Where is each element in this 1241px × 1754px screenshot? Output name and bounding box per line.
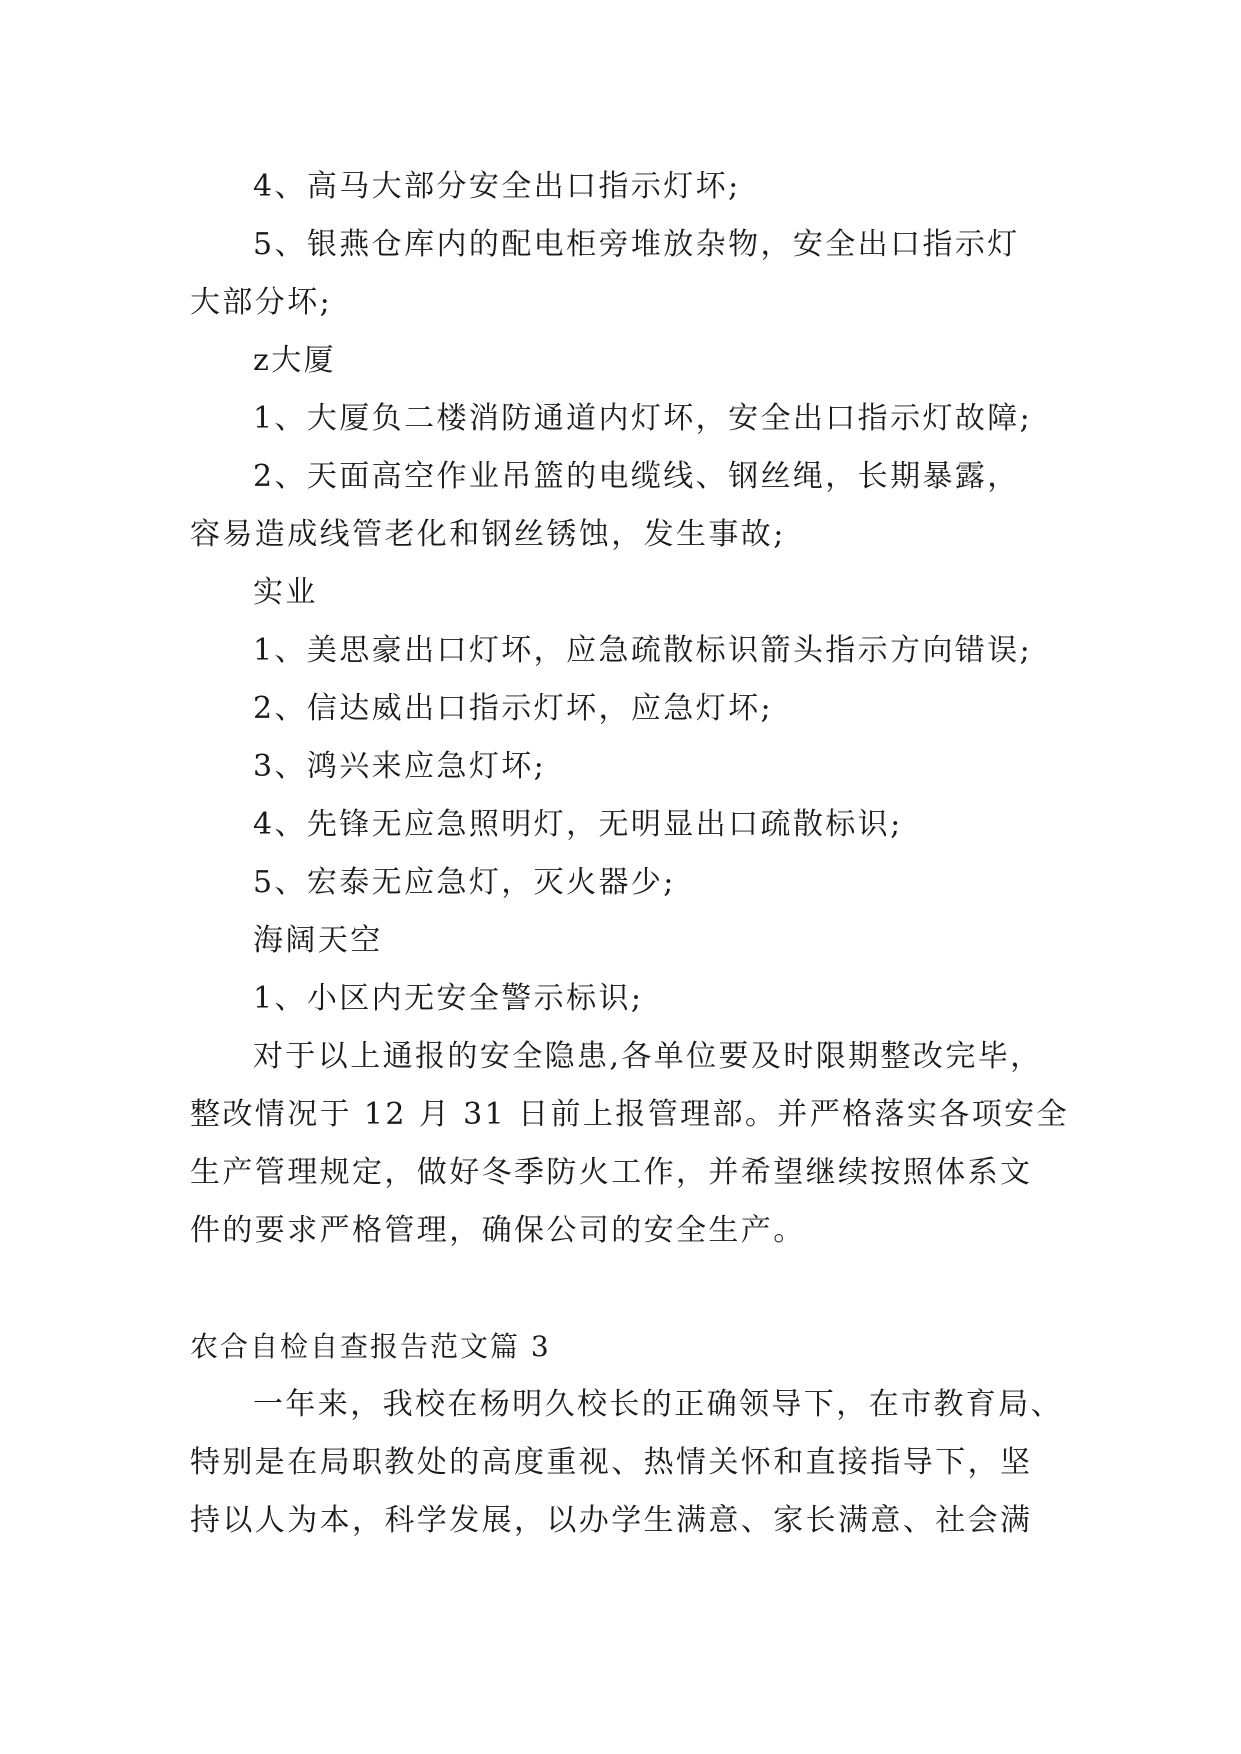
text-line: 3、鸿兴来应急灯坏; [253, 749, 547, 784]
subheading-line: 实业 [253, 575, 318, 610]
text-line: 2、信达威出口指示灯坏，应急灯坏; [253, 691, 773, 726]
text-line: 1、小区内无安全警示标识; [253, 981, 644, 1016]
text-line: 2、天面高空作业吊篮的电缆线、钢丝绳，长期暴露， [253, 459, 1020, 494]
paragraph-gap [190, 1260, 1050, 1318]
subheading-line: 海阔天空 [253, 923, 383, 958]
text-line: 4、先锋无应急照明灯，无明显出口疏散标识; [253, 807, 903, 842]
text-line: 1、美思豪出口灯坏，应急疏散标识箭头指示方向错误; [253, 633, 1033, 668]
text-line: 4、高马大部分安全出口指示灯坏; [253, 169, 741, 204]
text-line: 大部分坏; [190, 285, 333, 320]
document-body [190, 158, 1069, 1550]
text-line: 容易造成线管老化和钢丝锈蚀，发生事故; [190, 517, 786, 552]
text-line: 1、大厦负二楼消防通道内灯坏，安全出口指示灯故障; [253, 401, 1033, 436]
text-line: 5、宏泰无应急灯，灭火器少; [253, 865, 676, 900]
text-line: 生产管理规定，做好冬季防火工作，并希望继续按照体系文 [190, 1155, 1033, 1190]
text-line: 5、银燕仓库内的配电柜旁堆放杂物，安全出口指示灯 [253, 227, 1020, 262]
text-line: 特别是在局职教处的高度重视、热情关怀和直接指导下，坚 [190, 1445, 1033, 1480]
subheading-line: z大厦 [253, 343, 337, 378]
text-line: 整改情况于 12 月 31 日前上报管理部。并严格落实各项安全 [190, 1097, 1069, 1132]
section-title: 农合自检自查报告范文篇 3 [190, 1330, 551, 1363]
text-line: 对于以上通报的安全隐患,各单位要及时限期整改完毕， [253, 1039, 1043, 1074]
text-line: 持以人为本，科学发展，以办学生满意、家长满意、社会满 [190, 1503, 1033, 1538]
text-line: 一年来，我校在杨明久校长的正确领导下，在市教育局、 [253, 1387, 1063, 1422]
text-line: 件的要求严格管理，确保公司的安全生产。 [190, 1213, 806, 1248]
